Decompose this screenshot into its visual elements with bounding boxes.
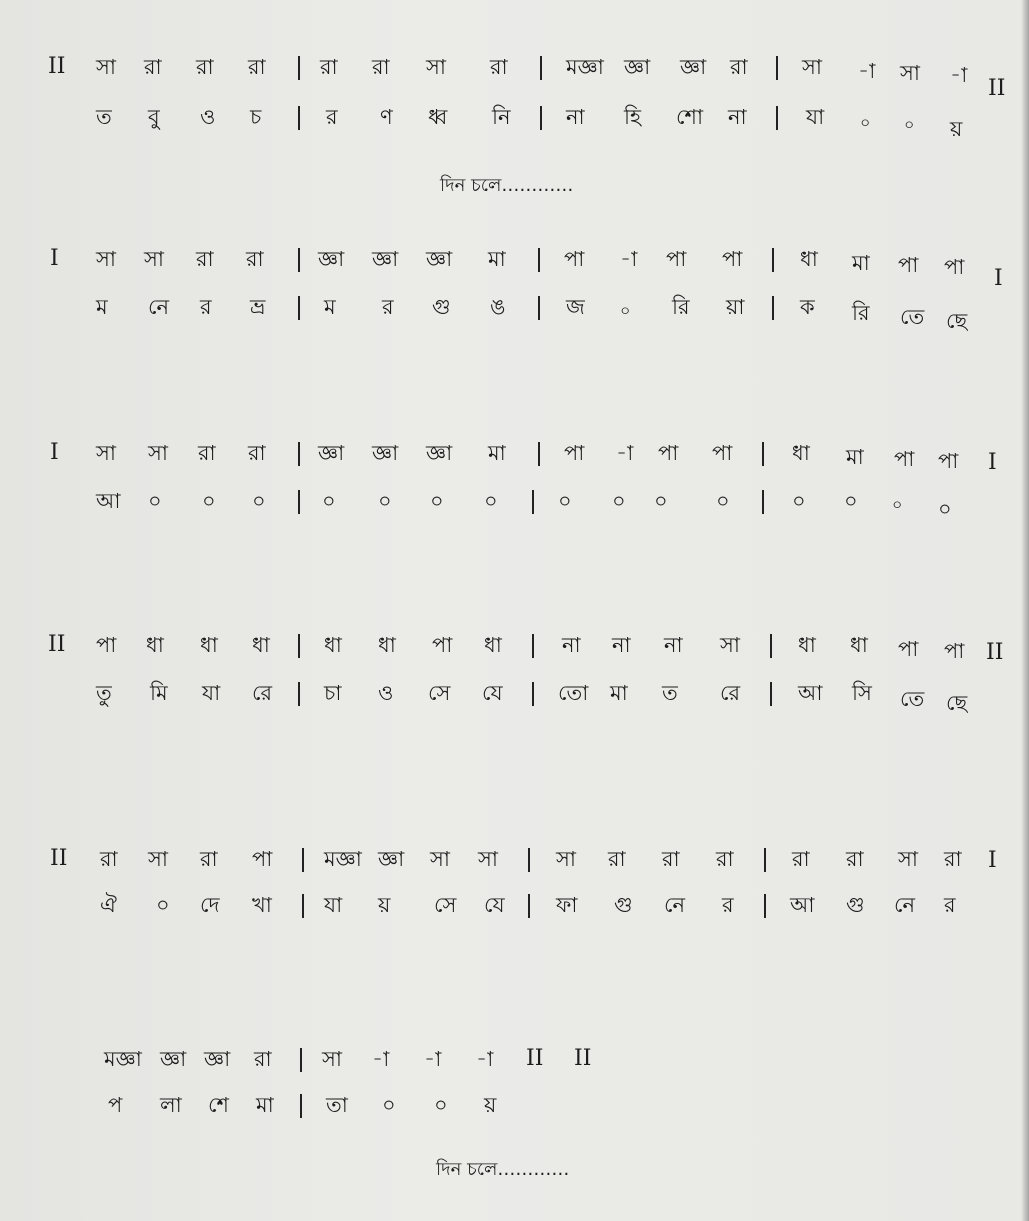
- note: ধা: [484, 633, 502, 657]
- bar-line: [764, 848, 766, 872]
- syllable: য়া: [726, 295, 745, 319]
- double-bar: II: [526, 1046, 544, 1071]
- note: মা: [488, 441, 506, 465]
- syllable: রে: [252, 681, 273, 705]
- double-bar-end: II: [988, 76, 1006, 101]
- lyrics-row: [0, 484, 1029, 521]
- note: ধা: [146, 633, 164, 657]
- syllable: নে: [148, 295, 170, 319]
- syllable: ফা: [556, 893, 578, 917]
- syllable: ক: [800, 295, 815, 319]
- syllable: তু: [96, 681, 112, 705]
- note: -া: [950, 63, 968, 87]
- note: ধা: [798, 633, 816, 657]
- syllable: ০: [202, 489, 216, 513]
- lyrics-row: [0, 676, 1029, 715]
- note: ধা: [378, 633, 396, 657]
- syllable: যে: [484, 893, 505, 917]
- note: -া: [476, 1047, 494, 1071]
- note: -া: [372, 1047, 390, 1071]
- syllable: সি: [852, 681, 872, 705]
- syllable: না: [566, 105, 585, 129]
- syllable: ঙ: [490, 295, 506, 319]
- bar-line: [538, 248, 540, 272]
- syllable: ০: [860, 113, 871, 132]
- bar-line: [770, 682, 772, 706]
- note: রা: [246, 247, 264, 271]
- bar-line: [300, 1048, 302, 1072]
- syllable: লা: [160, 1093, 182, 1117]
- syllable: রি: [852, 301, 870, 325]
- syllable: ত: [96, 105, 112, 129]
- bar-line: [776, 106, 778, 130]
- note: রা: [608, 847, 626, 871]
- note: জ্ঞা: [160, 1047, 187, 1071]
- note: -া: [424, 1047, 442, 1071]
- note: জ্ঞা: [680, 55, 707, 79]
- syllable: আ: [96, 489, 121, 513]
- syllable: যা: [202, 681, 221, 705]
- bar-line: [298, 56, 300, 80]
- syllable: দে: [200, 893, 220, 917]
- syllable: খা: [252, 893, 272, 917]
- syllable: ও: [378, 681, 394, 705]
- syllable: জ: [566, 295, 585, 319]
- syllable: ০: [558, 489, 572, 513]
- syllable: ০: [620, 301, 631, 320]
- syllable: আ: [790, 893, 815, 917]
- syllable: ০: [430, 489, 444, 513]
- note: না: [664, 633, 683, 657]
- note: রা: [248, 55, 266, 79]
- syllable: তা: [326, 1093, 348, 1117]
- bar-line: [298, 682, 300, 706]
- note: সা: [478, 847, 498, 871]
- syllable: হি: [624, 105, 642, 129]
- note: রা: [254, 1047, 272, 1071]
- note: পা: [944, 255, 965, 279]
- syllable: ০: [252, 489, 266, 513]
- note: মজ্ঞা: [104, 1047, 142, 1071]
- note: পা: [96, 633, 117, 657]
- note: -া: [616, 441, 634, 465]
- note: না: [562, 633, 581, 657]
- syllable: ০: [148, 489, 162, 513]
- syllable: ০: [612, 489, 626, 513]
- single-bar-end: I: [988, 848, 997, 873]
- single-bar-start: I: [50, 440, 59, 465]
- syllable: য়: [484, 1093, 497, 1117]
- bar-line: [528, 894, 530, 918]
- syllable: ০: [156, 893, 170, 917]
- note: রা: [846, 847, 864, 871]
- notes-row: [0, 50, 1029, 101]
- note: রা: [200, 847, 218, 871]
- syllable: তে: [900, 687, 925, 711]
- syllable: সে: [428, 681, 451, 705]
- note: সা: [900, 61, 920, 85]
- note: জ্ঞা: [426, 441, 453, 465]
- syllable: ঐ: [100, 893, 117, 917]
- syllable: প: [108, 1093, 123, 1117]
- notes-row: [0, 436, 1029, 475]
- bar-line: [764, 894, 766, 918]
- caption-refrain-end: দিন চলে…………: [436, 1159, 570, 1180]
- syllable: র: [722, 893, 734, 917]
- bar-line: [298, 634, 300, 658]
- note: রা: [196, 247, 214, 271]
- note: ধা: [800, 247, 818, 271]
- single-bar-start: I: [50, 246, 59, 271]
- double-bar-start: II: [50, 846, 68, 871]
- note: -া: [620, 247, 638, 271]
- note: ধা: [792, 441, 810, 465]
- syllable: ০: [892, 495, 903, 514]
- syllable: ও: [200, 105, 216, 129]
- page-edge-shadow: [1021, 0, 1029, 1221]
- note: সা: [144, 247, 164, 271]
- note: সা: [430, 847, 450, 871]
- double-bar-end: II: [986, 640, 1004, 665]
- note: রা: [662, 847, 680, 871]
- notes-row: [0, 1042, 1029, 1076]
- syllable: ০: [322, 489, 336, 513]
- bar-line: [300, 1094, 302, 1118]
- note: সা: [556, 847, 576, 871]
- note: ধা: [324, 633, 342, 657]
- note: জ্ঞা: [426, 247, 453, 271]
- syllable: শো: [676, 105, 704, 129]
- note: জ্ঞা: [372, 247, 399, 271]
- bar-line: [540, 106, 542, 130]
- syllable: রে: [720, 681, 741, 705]
- syllable: নে: [894, 893, 916, 917]
- syllable: ০: [378, 489, 392, 513]
- syllable: তো: [558, 681, 589, 705]
- syllable: ০: [716, 489, 730, 513]
- bar-line: [302, 894, 304, 918]
- syllable: য়: [950, 117, 963, 141]
- bar-line: [772, 296, 774, 320]
- note: জ্ঞা: [372, 441, 399, 465]
- note: রা: [196, 55, 214, 79]
- bar-line: [770, 634, 772, 658]
- notes-row: [0, 242, 1029, 291]
- single-bar-end: I: [988, 450, 997, 475]
- note: রা: [716, 847, 734, 871]
- syllable: ত: [662, 681, 678, 705]
- note: পা: [564, 247, 585, 271]
- note: না: [612, 633, 631, 657]
- note: রা: [730, 55, 748, 79]
- syllable: ০: [434, 1093, 448, 1117]
- note: রা: [248, 441, 266, 465]
- note: মা: [846, 445, 864, 469]
- syllable: মি: [150, 681, 168, 705]
- note: পা: [252, 847, 273, 871]
- note: পা: [894, 447, 915, 471]
- note: ধা: [850, 633, 868, 657]
- double-bar-start: II: [48, 54, 66, 79]
- bar-line: [540, 56, 542, 80]
- syllable: গু: [432, 295, 451, 319]
- syllable: চ: [250, 105, 262, 129]
- bar-line: [532, 682, 534, 706]
- syllable: গু: [614, 893, 633, 917]
- syllable: ০: [484, 489, 498, 513]
- syllable: গু: [846, 893, 865, 917]
- note: জ্ঞা: [624, 55, 651, 79]
- note: পা: [564, 441, 585, 465]
- note: পা: [666, 247, 687, 271]
- syllable: আ: [798, 681, 823, 705]
- note: মা: [488, 247, 506, 271]
- syllable: য়: [378, 893, 391, 917]
- note: মজ্ঞা: [324, 847, 362, 871]
- bar-line: [298, 106, 300, 130]
- syllable: মা: [610, 681, 628, 705]
- note: সা: [802, 55, 822, 79]
- syllable: র: [944, 893, 956, 917]
- note: ধা: [200, 633, 218, 657]
- bar-line: [772, 248, 774, 272]
- notes-row: [0, 842, 1029, 876]
- syllable: ছে: [946, 309, 968, 333]
- syllable: যে: [482, 681, 503, 705]
- syllable: র: [326, 105, 338, 129]
- double-bar-final: II: [574, 1046, 592, 1071]
- syllable: ০: [382, 1093, 396, 1117]
- bar-line: [302, 848, 304, 872]
- note: সা: [426, 55, 446, 79]
- note: জ্ঞা: [378, 847, 405, 871]
- note: পা: [938, 449, 959, 473]
- note: পা: [432, 633, 453, 657]
- syllable: র: [382, 295, 394, 319]
- syllable: নে: [664, 893, 686, 917]
- syllable: চা: [324, 681, 342, 705]
- note: জ্ঞা: [318, 441, 345, 465]
- syllable: র: [200, 295, 212, 319]
- bar-line: [532, 490, 534, 514]
- lyrics-row: [0, 290, 1029, 333]
- bar-line: [298, 296, 300, 320]
- note: সা: [148, 441, 168, 465]
- note: পা: [658, 441, 679, 465]
- note: পা: [898, 637, 919, 661]
- note: সা: [720, 633, 740, 657]
- notes-row: [0, 628, 1029, 665]
- syllable: না: [728, 105, 747, 129]
- syllable: নি: [492, 105, 511, 129]
- caption-refrain: দিন চলে…………: [440, 175, 574, 196]
- single-bar-end: I: [994, 266, 1003, 291]
- syllable: রি: [672, 295, 690, 319]
- note: রা: [320, 55, 338, 79]
- syllable: ০: [844, 489, 858, 513]
- syllable: বু: [148, 105, 160, 129]
- syllable: ০: [904, 115, 915, 134]
- syllable: ছে: [946, 691, 968, 715]
- note: রা: [100, 847, 118, 871]
- bar-line: [298, 442, 300, 466]
- syllable: ধ্ব: [428, 105, 448, 129]
- syllable: শে: [208, 1093, 229, 1117]
- note: মা: [852, 251, 870, 275]
- note: জ্ঞা: [318, 247, 345, 271]
- syllable: যা: [324, 893, 343, 917]
- note: সা: [148, 847, 168, 871]
- note: রা: [144, 55, 162, 79]
- syllable: সে: [434, 893, 457, 917]
- note: রা: [792, 847, 810, 871]
- syllable: ণ: [380, 105, 393, 129]
- syllable: ম: [96, 295, 108, 319]
- note: জ্ঞা: [204, 1047, 231, 1071]
- bar-line: [298, 248, 300, 272]
- note: পা: [722, 247, 743, 271]
- syllable: ম: [324, 295, 336, 319]
- note: রা: [944, 847, 962, 871]
- bar-line: [762, 490, 764, 514]
- bar-line: [298, 490, 300, 514]
- bar-line: [538, 442, 540, 466]
- note: পা: [944, 639, 965, 663]
- note: -া: [858, 59, 876, 83]
- note: রা: [198, 441, 216, 465]
- lyrics-row: [0, 100, 1029, 141]
- note: ধা: [252, 633, 270, 657]
- note: পা: [712, 441, 733, 465]
- bar-line: [528, 848, 530, 872]
- note: রা: [372, 55, 390, 79]
- lyrics-row: [0, 888, 1029, 922]
- double-bar-start: II: [48, 632, 66, 657]
- syllable: তে: [900, 305, 925, 329]
- bar-line: [538, 296, 540, 320]
- syllable: ০: [654, 489, 668, 513]
- note: সা: [898, 847, 918, 871]
- note: রা: [490, 55, 508, 79]
- syllable: যা: [806, 105, 825, 129]
- lyrics-row: [0, 1088, 1029, 1122]
- syllable: ০: [938, 497, 952, 521]
- syllable: ০: [792, 489, 806, 513]
- syllable: মা: [256, 1093, 274, 1117]
- note: সা: [96, 247, 116, 271]
- note: পা: [898, 253, 919, 277]
- bar-line: [532, 634, 534, 658]
- syllable: ভ্র: [250, 295, 266, 319]
- note: সা: [96, 55, 116, 79]
- note: সা: [322, 1047, 342, 1071]
- bar-line: [776, 56, 778, 80]
- note: মজ্ঞা: [566, 55, 604, 79]
- note: সা: [96, 441, 116, 465]
- bar-line: [762, 442, 764, 466]
